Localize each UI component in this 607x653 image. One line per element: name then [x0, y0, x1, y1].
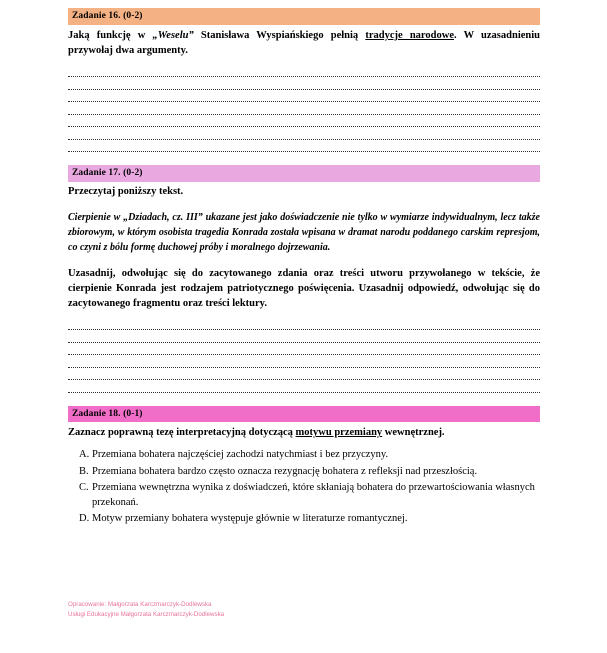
answer-option-text: Przemiana bohatera najczęściej zachodzi natychmiast i bez przyczyny.: [92, 449, 389, 461]
task-18-answer-options: [68, 447, 540, 526]
task-17-quote: Cierpienie w „Dziadach, cz. III” ukazane jest jako doświadczenie nie tylko w wymiarze indywidualnym, lecz także zbiorowym, w którym osobista tragedia Konrada została wpisana w dramat narodu poddanego carskim represjom, co czyni z bólu formę duchowej próby i moralnego dojrzewania.: [68, 211, 540, 253]
task-17-prompt: Uzasadnij, odwołując się do zacytowanego zdania oraz treści utworu przywołanego w tekście, że cierpienie Konrada jest rodzajem patriotycznego poświęcenia. Uzasadnij odpowiedź, odwołując się do zacytowanego fragmentu oraz treści lektury.: [68, 267, 540, 309]
task-18-prompt-underlined: motywu przemiany: [295, 427, 383, 439]
task-16-prompt-part-e: . W uzasadnieniu przywołaj dwa argumenty.: [68, 29, 540, 56]
task-16-prompt-title: „Weselu”: [152, 29, 194, 41]
answer-option-letter: D.: [79, 513, 90, 525]
document-footer: [68, 600, 224, 619]
task-17-header: Zadanie 17. (0-2): [68, 165, 540, 182]
answer-line[interactable]: [68, 102, 540, 115]
answer-line[interactable]: [68, 343, 540, 356]
answer-option-text: Motyw przemiany bohatera występuje głównie w literaturze romantycznej.: [92, 513, 408, 525]
answer-line[interactable]: [68, 65, 540, 78]
document-content: [68, 8, 540, 527]
task-16-prompt-part-c: Stanisława Wyspiańskiego pełnią: [193, 29, 366, 41]
answer-option-letter: A.: [79, 449, 90, 461]
task-16-header: Zadanie 16. (0-2): [68, 8, 540, 25]
answer-option-letter: B.: [79, 465, 89, 477]
answer-option-d[interactable]: [68, 511, 540, 526]
task-18-header: Zadanie 18. (0-1): [68, 406, 540, 423]
answer-option-a[interactable]: [68, 447, 540, 462]
answer-line[interactable]: [68, 115, 540, 128]
answer-line[interactable]: [68, 140, 540, 153]
task-16-prompt-part-a: Jaką funkcję w: [68, 29, 153, 41]
answer-option-text: Przemiana wewnętrzna wynika z doświadczeń, które skłaniają bohatera do przewartościowania własnych przekonań.: [92, 481, 535, 509]
answer-option-text: Przemiana bohatera bardzo często oznacza rezygnację bohatera z refleksji nad przeszłością.: [92, 465, 478, 477]
answer-line[interactable]: [68, 77, 540, 90]
task-16-answer-area[interactable]: [68, 65, 540, 153]
answer-line[interactable]: [68, 380, 540, 393]
answer-line[interactable]: [68, 318, 540, 331]
answer-option-b[interactable]: [68, 464, 540, 479]
task-18-prompt-part-c: wewnętrznej.: [382, 427, 445, 439]
answer-line[interactable]: [68, 127, 540, 140]
task-18-prompt: [68, 426, 540, 441]
task-16-prompt: [68, 29, 540, 59]
answer-line[interactable]: [68, 355, 540, 368]
task-17-answer-area[interactable]: [68, 318, 540, 393]
footer-line-1: Opracowanie: Małgorzata Karczmarczyk-Dodlewska: [68, 601, 212, 608]
answer-line[interactable]: [68, 368, 540, 381]
footer-line-2: Usługi Edukacyjne Małgorzata Karczmarczyk-Dodlewska: [68, 610, 225, 618]
answer-option-letter: C.: [79, 481, 89, 493]
answer-option-c[interactable]: [68, 480, 540, 510]
task-18-prompt-part-a: Zaznacz poprawną tezę interpretacyjną dotyczącą: [68, 427, 296, 439]
answer-line[interactable]: [68, 330, 540, 343]
answer-line[interactable]: [68, 90, 540, 103]
task-17-instruction: Przeczytaj poniższy tekst.: [68, 186, 184, 198]
task-16-prompt-underlined: tradycje narodowe: [365, 29, 454, 41]
